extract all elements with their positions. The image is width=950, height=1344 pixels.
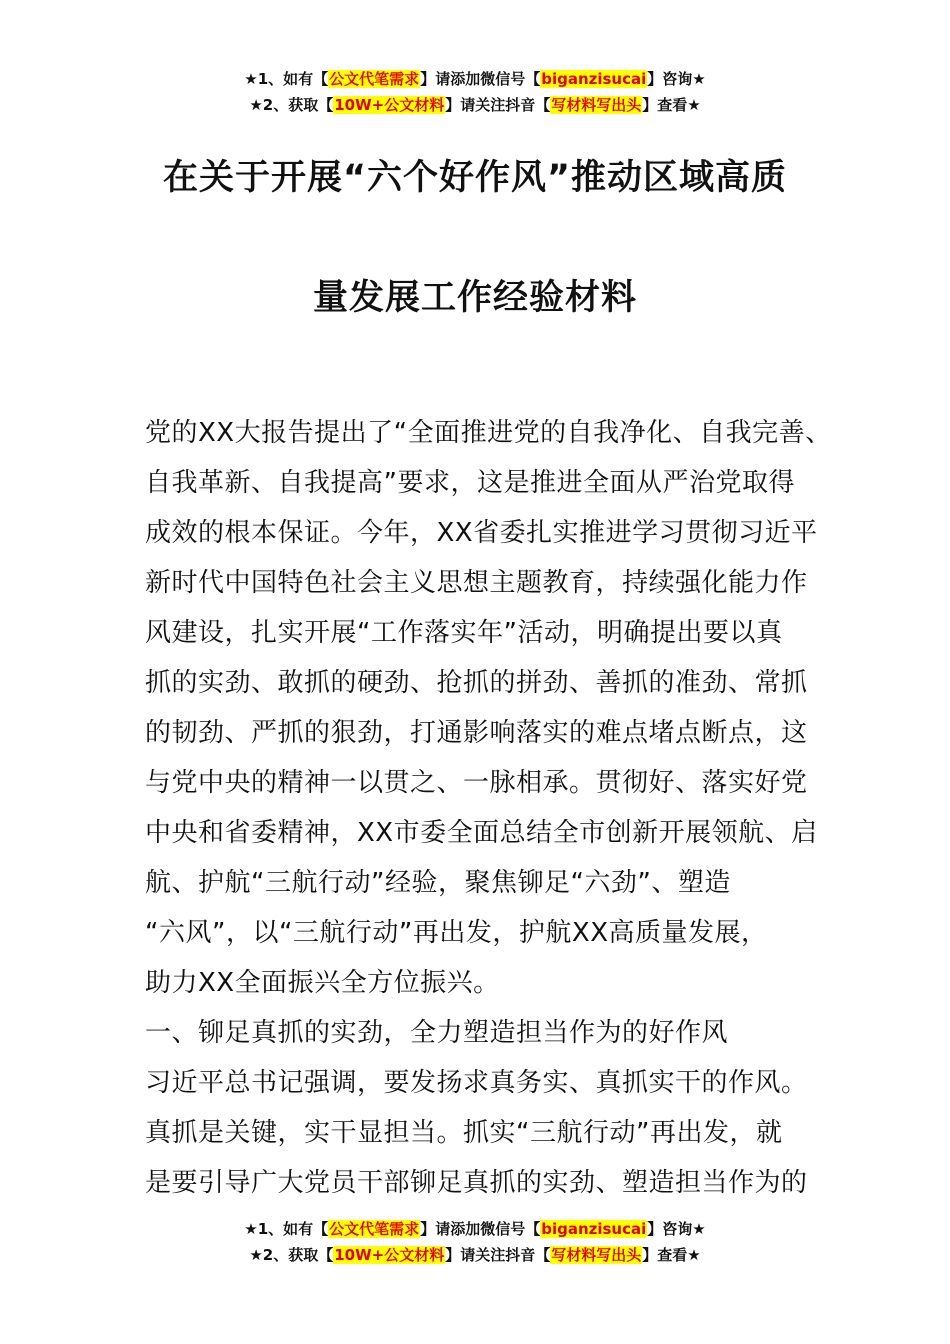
highlight-wechat-id: biganzisucai bbox=[541, 1220, 647, 1238]
body-line: 的韧劲、严抓的狠劲，打通影响落实的难点堵点断点，这 bbox=[145, 718, 808, 748]
header-banner bbox=[0, 66, 950, 118]
section-heading: 一、铆足真抓的实劲，全力塑造担当作为的好作风 bbox=[145, 1018, 729, 1048]
banner-line-2: ★2、获取【10W+公文材料】请关注抖音【写材料写出头】查看★ bbox=[249, 1246, 701, 1264]
body-line: 中央和省委精神，XX市委全面总结全市创新开展领航、启 bbox=[145, 818, 818, 848]
highlight-materials: 10W+公文材料 bbox=[334, 96, 445, 114]
body-line: 真抓是关键，实干显担当。抓实“三航行动”再出发，就 bbox=[145, 1118, 783, 1148]
highlight-service: 公文代笔需求 bbox=[329, 70, 420, 88]
body-line: “六风”，以“三航行动”再出发，护航XX高质量发展， bbox=[145, 918, 768, 948]
body-line: 是要引导广大党员干部铆足真抓的实劲、塑造担当作为的 bbox=[145, 1168, 808, 1198]
document-body bbox=[145, 408, 845, 1208]
body-line: 党的XX大报告提出了“全面推进党的自我净化、自我完善、 bbox=[145, 418, 832, 448]
body-line: 自我革新、自我提高”要求，这是推进全面从严治党取得 bbox=[145, 468, 795, 498]
highlight-service: 公文代笔需求 bbox=[329, 1220, 420, 1238]
banner-line-1: ★1、如有【公文代笔需求】请添加微信号【biganzisucai】咨询★ bbox=[244, 70, 706, 88]
body-line: 抓的实劲、敢抓的硬劲、抢抓的拼劲、善抓的准劲、常抓 bbox=[145, 668, 808, 698]
body-line: 航、护航“三航行动”经验，聚焦铆足“六劲”、塑造 bbox=[145, 868, 731, 898]
document-title-line-1: 在关于开展“六个好作风”推动区域高质 bbox=[162, 158, 787, 198]
body-line: 习近平总书记强调，要发扬求真务实、真抓实干的作风。 bbox=[145, 1068, 808, 1098]
body-line: 风建设，扎实开展“工作落实年”活动，明确提出要以真 bbox=[145, 618, 783, 648]
body-line: 与党中央的精神一以贯之、一脉相承。贯彻好、落实好党 bbox=[145, 768, 808, 798]
footer-banner bbox=[0, 1216, 950, 1268]
banner-line-1: ★1、如有【公文代笔需求】请添加微信号【biganzisucai】咨询★ bbox=[244, 1220, 706, 1238]
body-line: 助力XX全面振兴全方位振兴。 bbox=[145, 968, 500, 998]
body-line: 成效的根本保证。今年，XX省委扎实推进学习贯彻习近平 bbox=[145, 518, 818, 548]
highlight-douyin: 写材料写出头 bbox=[551, 1246, 642, 1264]
highlight-wechat-id: biganzisucai bbox=[541, 70, 647, 88]
banner-line-2: ★2、获取【10W+公文材料】请关注抖音【写材料写出头】查看★ bbox=[249, 96, 701, 114]
highlight-materials: 10W+公文材料 bbox=[334, 1246, 445, 1264]
document-title-line-2: 量发展工作经验材料 bbox=[312, 278, 637, 318]
highlight-douyin: 写材料写出头 bbox=[551, 96, 642, 114]
body-line: 新时代中国特色社会主义思想主题教育，持续强化能力作 bbox=[145, 568, 808, 598]
